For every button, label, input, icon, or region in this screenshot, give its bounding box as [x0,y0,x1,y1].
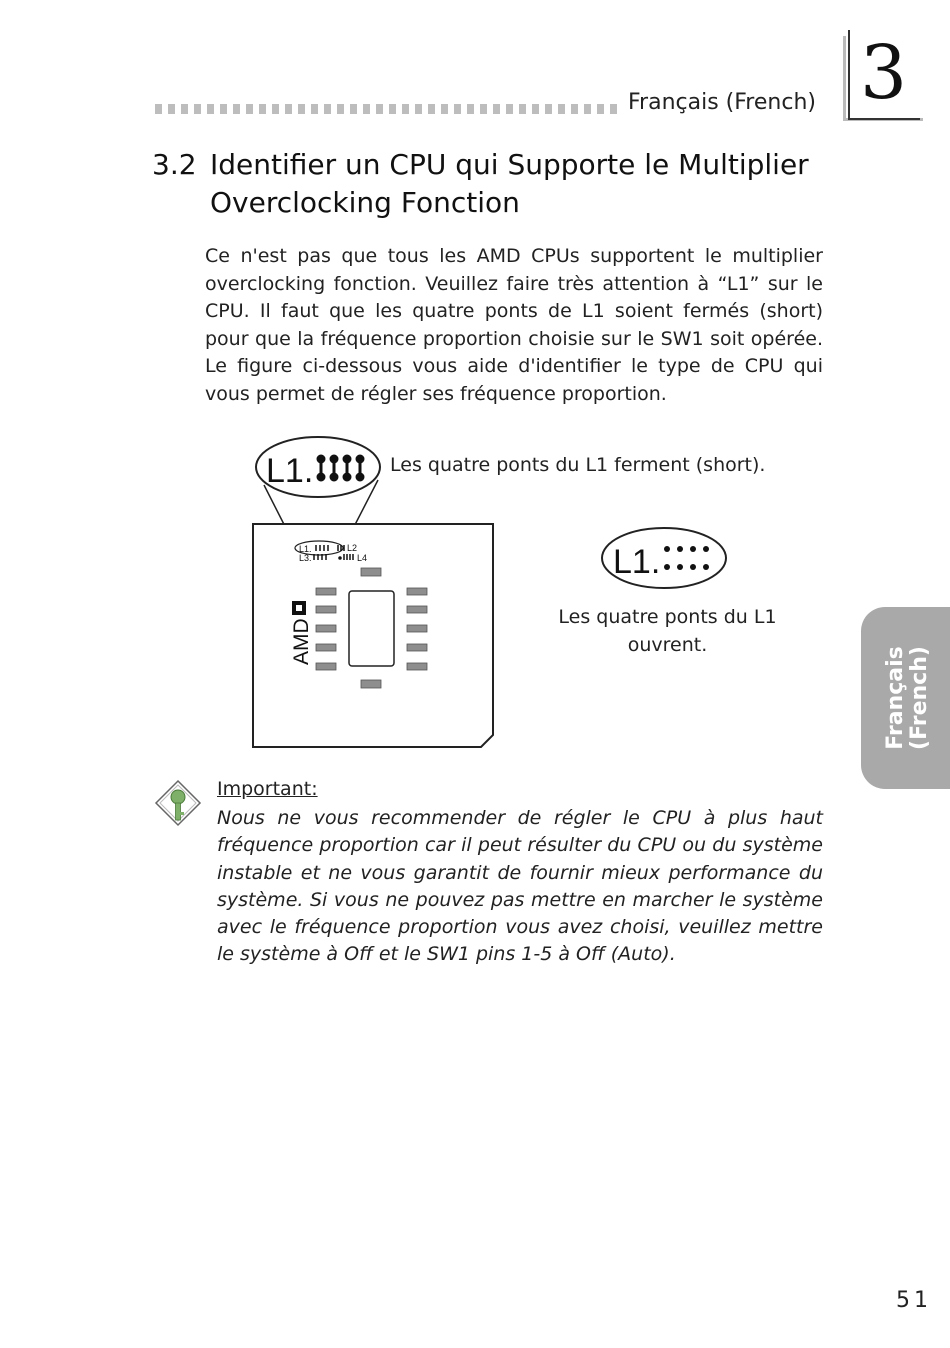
chip-l4-label: L4 [357,553,368,563]
open-caption-line2: ouvrent. [627,634,708,656]
body-paragraph: Ce n'est pas que tous les AMD CPUs supportent le multiplier overclocking fonction. Veuillez faire très attention à “L1” sur le CPU. Il faut que les quatre ponts de L1 soient fermés (short) pour que la fréquence proportion choisie sur le SW1 soit opérée. Le figure ci-dessous vous aide d'identifier le type de CPU qui vous permet de régler ses fréquence proportion. [205,245,823,405]
chip-l3-label: L3. [299,553,312,563]
important-title: Important: [217,778,318,800]
side-tab-line1: Français [883,646,908,750]
open-caption-line1: Les quatre ponts du L1 [558,606,777,628]
header-language: Français (French) [628,90,816,115]
chip-amd-brand: AMD [290,618,313,665]
chip-l1-label: L1. [299,544,312,554]
open-l1-label: L1. [613,543,661,581]
pad-top [361,568,381,576]
page-number: 51 [896,1288,932,1313]
chip-l2-label: L2 [347,543,358,553]
side-tab-line2: (French) [907,646,932,750]
open-caption [545,603,790,659]
closed-l1-label: L1. [266,452,314,490]
chapter-number: 3 [860,30,908,116]
section-title-line2: Overclocking Fonction [210,186,520,219]
section-number: 3.2 [152,148,197,181]
pad-bottom [361,680,381,688]
closed-caption: Les quatre ponts du L1 ferment (short). [390,454,766,476]
cpu-die [349,591,394,666]
key-icon [156,781,200,825]
section-title-line1: Identifier un CPU qui Supporte le Multiplier [210,148,809,181]
amd-arrow-icon [292,601,306,615]
important-body: Nous ne vous recommender de régler le CPU à plus haut fréquence proportion car il peut résulter du CPU ou du système instable et ne vous garantit de fournir mieux performance du système. Si vous ne pouvez pas mettre en marcher le système avec le fréquence proportion vous avez choisi, veuillez mettre le système à Off et le SW1 pins 1-5 à Off (Auto). [217,807,823,966]
side-tab-text [884,646,932,750]
